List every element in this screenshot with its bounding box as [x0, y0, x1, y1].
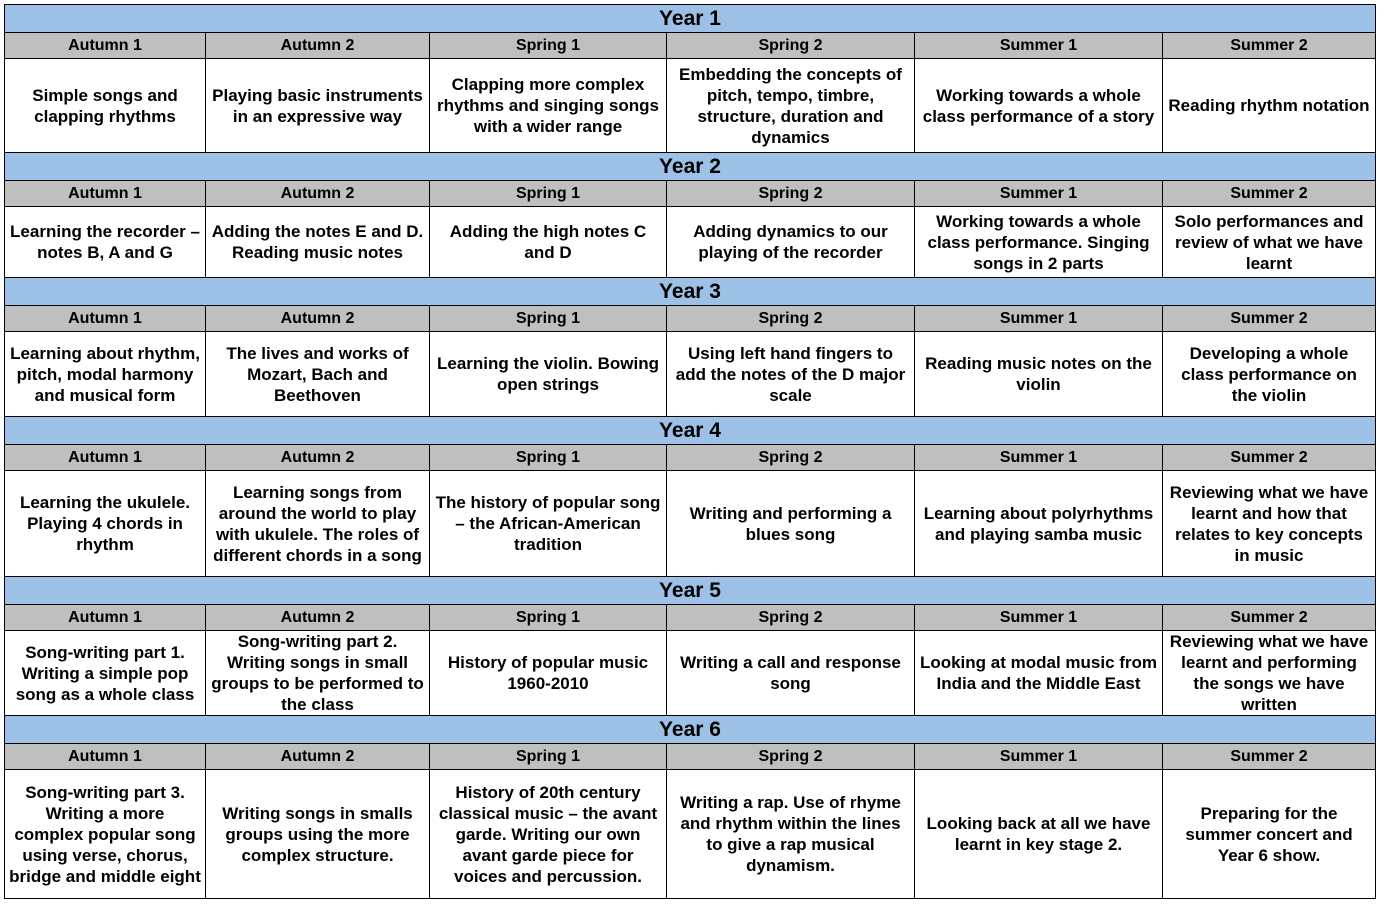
term-header: Autumn 2 [206, 605, 430, 631]
year-title: Year 5 [5, 577, 1376, 605]
topic-row [5, 770, 1376, 899]
topic-cell: Writing a rap. Use of rhyme and rhythm within the lines to give a rap musical dynamism. [667, 770, 915, 899]
term-header: Autumn 1 [5, 445, 206, 471]
topic-cell: Using left hand fingers to add the notes of the D major scale [667, 332, 915, 417]
topic-cell: History of popular music 1960-2010 [430, 631, 667, 716]
topic-cell: Adding the high notes C and D [430, 207, 667, 278]
term-header-row [5, 181, 1376, 207]
term-header-row [5, 33, 1376, 59]
topic-cell: History of 20th century classical music – the avant garde. Writing our own avant garde piece for voices and percussion. [430, 770, 667, 899]
term-header: Spring 2 [667, 33, 915, 59]
topic-cell: Learning about rhythm, pitch, modal harmony and musical form [5, 332, 206, 417]
topic-cell: Looking at modal music from India and the Middle East [915, 631, 1163, 716]
term-header: Autumn 2 [206, 181, 430, 207]
topic-cell: Song-writing part 2. Writing songs in small groups to be performed to the class [206, 631, 430, 716]
topic-cell: Clapping more complex rhythms and singing songs with a wider range [430, 59, 667, 153]
curriculum-table [4, 4, 1376, 899]
year-title: Year 6 [5, 716, 1376, 744]
term-header: Spring 1 [430, 605, 667, 631]
topic-cell: Reviewing what we have learnt and performing the songs we have written [1163, 631, 1376, 716]
term-header: Autumn 1 [5, 306, 206, 332]
topic-cell: Preparing for the summer concert and Year 6 show. [1163, 770, 1376, 899]
topic-cell: Adding the notes E and D. Reading music notes [206, 207, 430, 278]
term-header: Spring 2 [667, 744, 915, 770]
term-header-row [5, 445, 1376, 471]
topic-row [5, 631, 1376, 716]
topic-cell: Simple songs and clapping rhythms [5, 59, 206, 153]
term-header: Autumn 1 [5, 33, 206, 59]
term-header: Summer 2 [1163, 33, 1376, 59]
term-header: Spring 2 [667, 605, 915, 631]
term-header: Spring 2 [667, 445, 915, 471]
topic-cell: Playing basic instruments in an expressive way [206, 59, 430, 153]
term-header: Summer 1 [915, 33, 1163, 59]
topic-cell: The lives and works of Mozart, Bach and Beethoven [206, 332, 430, 417]
term-header: Autumn 2 [206, 445, 430, 471]
term-header: Summer 1 [915, 445, 1163, 471]
term-header: Spring 2 [667, 306, 915, 332]
term-header: Spring 1 [430, 181, 667, 207]
term-header: Spring 1 [430, 744, 667, 770]
topic-cell: Reviewing what we have learnt and how that relates to key concepts in music [1163, 471, 1376, 577]
topic-cell: Learning songs from around the world to play with ukulele. The roles of different chords in a song [206, 471, 430, 577]
term-header: Summer 2 [1163, 744, 1376, 770]
term-header-row [5, 605, 1376, 631]
term-header: Spring 1 [430, 445, 667, 471]
topic-cell: Looking back at all we have learnt in key stage 2. [915, 770, 1163, 899]
topic-cell: Solo performances and review of what we have learnt [1163, 207, 1376, 278]
year-title: Year 3 [5, 278, 1376, 306]
topic-cell: Adding dynamics to our playing of the recorder [667, 207, 915, 278]
term-header: Autumn 1 [5, 744, 206, 770]
term-header: Summer 1 [915, 605, 1163, 631]
topic-cell: Learning the violin. Bowing open strings [430, 332, 667, 417]
year-title: Year 2 [5, 153, 1376, 181]
topic-cell: Reading music notes on the violin [915, 332, 1163, 417]
topic-cell: Learning the ukulele. Playing 4 chords in rhythm [5, 471, 206, 577]
topic-row [5, 332, 1376, 417]
term-header: Autumn 2 [206, 744, 430, 770]
term-header-row [5, 744, 1376, 770]
term-header: Summer 2 [1163, 306, 1376, 332]
topic-cell: Song-writing part 3. Writing a more complex popular song using verse, chorus, bridge and middle eight [5, 770, 206, 899]
topic-row [5, 207, 1376, 278]
term-header: Summer 1 [915, 306, 1163, 332]
topic-cell: Working towards a whole class performance of a story [915, 59, 1163, 153]
term-header: Spring 2 [667, 181, 915, 207]
topic-row [5, 59, 1376, 153]
topic-cell: Working towards a whole class performance. Singing songs in 2 parts [915, 207, 1163, 278]
term-header: Autumn 1 [5, 605, 206, 631]
year-title: Year 1 [5, 5, 1376, 33]
topic-cell: Writing and performing a blues song [667, 471, 915, 577]
term-header: Spring 1 [430, 33, 667, 59]
term-header: Autumn 1 [5, 181, 206, 207]
year-title: Year 4 [5, 417, 1376, 445]
topic-cell: Writing songs in smalls groups using the more complex structure. [206, 770, 430, 899]
topic-cell: Reading rhythm notation [1163, 59, 1376, 153]
topic-cell: Writing a call and response song [667, 631, 915, 716]
term-header: Spring 1 [430, 306, 667, 332]
topic-row [5, 471, 1376, 577]
topic-cell: The history of popular song – the African-American tradition [430, 471, 667, 577]
topic-cell: Developing a whole class performance on the violin [1163, 332, 1376, 417]
term-header-row [5, 306, 1376, 332]
term-header: Summer 2 [1163, 181, 1376, 207]
term-header: Summer 2 [1163, 605, 1376, 631]
term-header: Summer 2 [1163, 445, 1376, 471]
term-header: Summer 1 [915, 744, 1163, 770]
term-header: Autumn 2 [206, 306, 430, 332]
topic-cell: Song-writing part 1. Writing a simple pop song as a whole class [5, 631, 206, 716]
topic-cell: Embedding the concepts of pitch, tempo, timbre, structure, duration and dynamics [667, 59, 915, 153]
term-header: Autumn 2 [206, 33, 430, 59]
topic-cell: Learning the recorder – notes B, A and G [5, 207, 206, 278]
term-header: Summer 1 [915, 181, 1163, 207]
topic-cell: Learning about polyrhythms and playing samba music [915, 471, 1163, 577]
